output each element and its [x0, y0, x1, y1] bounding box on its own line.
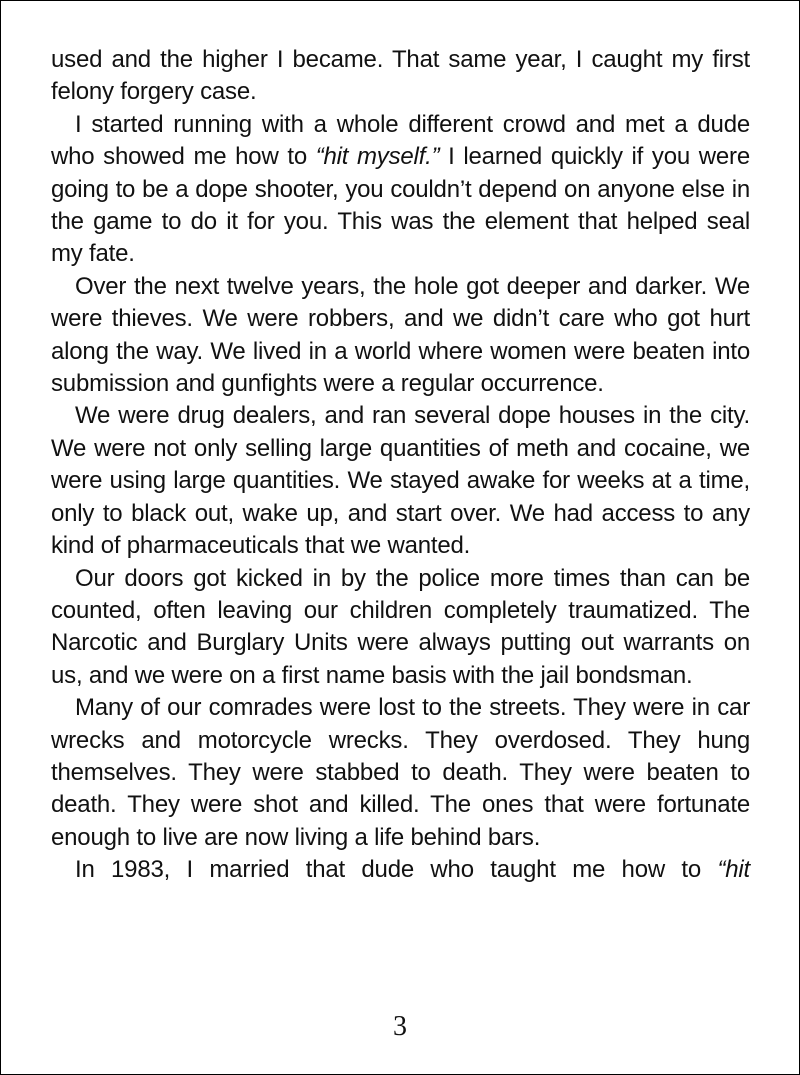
page-number: 3 [393, 1011, 407, 1042]
emphasized-text: “hit [717, 856, 750, 884]
paragraph-3 [51, 271, 750, 401]
paragraph-7 [51, 854, 750, 886]
paragraph-6 [51, 692, 750, 854]
paragraph-text: Over the next twelve years, the hole got deeper and darker. We were thieves. We were robbers, and we didn’t care who got hurt along the way. We lived in a world where women were beaten into submission and gunfights were a regular occurrence. [51, 272, 750, 398]
paragraph-2 [51, 109, 750, 271]
paragraph-text: I started running with a whole different crowd and met a dude who showed me how to [51, 110, 750, 171]
paragraph-5 [51, 563, 750, 693]
paragraph-4 [51, 400, 750, 562]
paragraph-text: used and the higher I became. That same year, I caught my first felony forgery case. [51, 46, 750, 106]
body-text [51, 44, 750, 887]
paragraph-text: Our doors got kicked in by the police more times than can be counted, often leaving our children completely traumatized. The Narcotic and Burglary Units were always putting out warrants on us, and we were on a first name basis with the jail bondsman. [51, 564, 750, 689]
emphasized-text: “hit myself.” [315, 143, 440, 171]
paragraph-text: In 1983, I married that dude who taught me how to [75, 856, 718, 884]
paragraph-text: Many of our comrades were lost to the streets. They were in car wrecks and motorcycle wrecks. They overdosed. They hung themselves. They were stabbed to death. They were beaten to death. They were shot and killed. The ones that were fortunate enough to live are now living a life behind bars. [51, 694, 750, 851]
paragraph-text: I learned quickly if you were going to be a dope shooter, you couldn’t depend on anyone else in the game to do it for you. This was the element that helped seal my fate. [51, 143, 750, 268]
paragraph-1 [51, 44, 750, 109]
paragraph-text: We were drug dealers, and ran several dope houses in the city. We were not only selling large quantities of meth and cocaine, we were using large quantities. We stayed awake for weeks at a time, only to black out, wake up, and start over. We had access to any kind of pharmaceuticals that we wanted. [51, 402, 750, 560]
